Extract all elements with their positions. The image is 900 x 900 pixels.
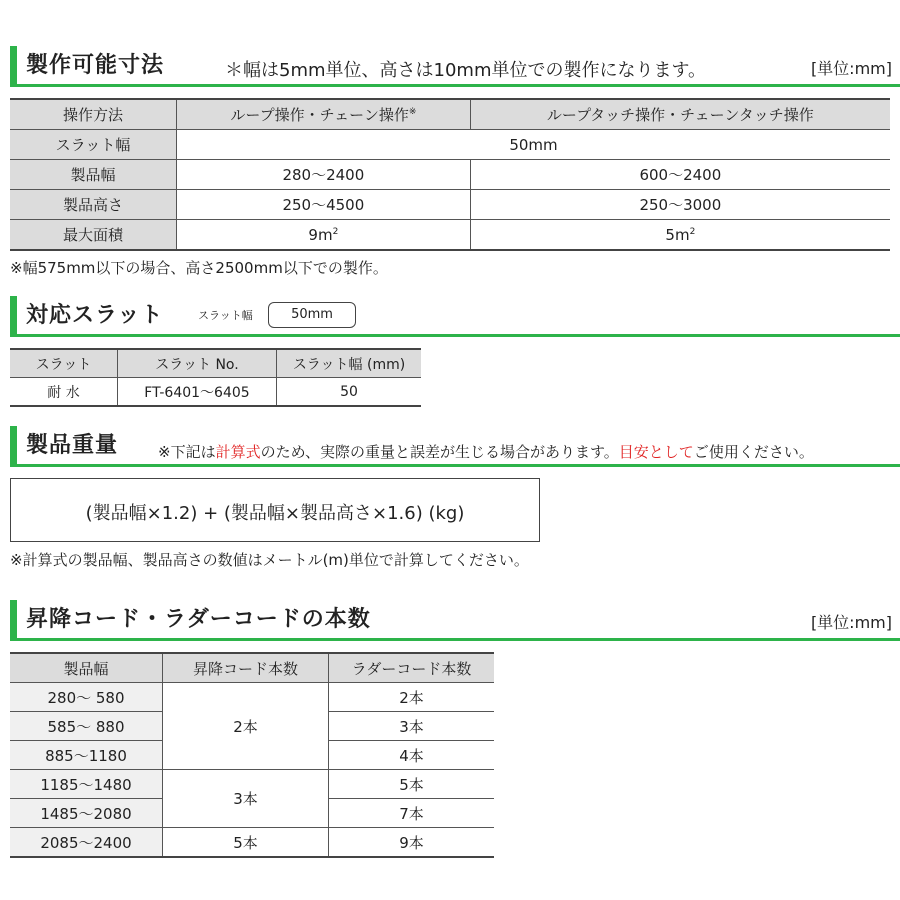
- column-header: ループタッチ操作・チェーンタッチ操作: [470, 99, 890, 130]
- table-row: [10, 828, 494, 858]
- weight-formula: (製品幅×1.2) + (製品幅×製品高さ×1.6) (kg): [85, 503, 465, 524]
- table-cell: 耐 水: [10, 378, 118, 407]
- section-underline: [10, 464, 900, 467]
- table-cell: 250～4500: [177, 190, 471, 220]
- table-cell: 4本: [329, 741, 495, 770]
- footnote: ※計算式の製品幅、製品高さの数値はメートル(m)単位で計算してください。: [10, 551, 529, 569]
- table-row: [10, 190, 890, 220]
- table-row: [10, 220, 890, 251]
- unit-label: [単位:mm]: [810, 613, 892, 632]
- table-cell: 7本: [329, 799, 495, 828]
- table-cell: 250～3000: [470, 190, 890, 220]
- column-header: スラット: [10, 349, 118, 378]
- table-cell: $9m^2$: [177, 220, 471, 251]
- table-cell: 50: [277, 378, 422, 407]
- table-cell: 2本: [329, 683, 495, 712]
- section-marker: [10, 296, 17, 334]
- table-row: [10, 160, 890, 190]
- table-cell: $5m^2$: [470, 220, 890, 251]
- table-row: [10, 653, 494, 683]
- table-row: [10, 378, 421, 407]
- column-header: スラット幅 (mm): [277, 349, 422, 378]
- section-title: 製品重量: [26, 433, 119, 458]
- section-title: 対応スラット: [26, 303, 164, 328]
- table-cell: 5本: [163, 828, 329, 858]
- slat-width-badge: 50mm: [268, 302, 356, 328]
- table-cell: 50mm: [177, 130, 891, 160]
- section-note: ※下記は計算式のため、実際の重量と誤差が生じる場合があります。目安としてご使用ください。: [158, 443, 814, 461]
- section-header-slat: [10, 296, 900, 336]
- section-marker: [10, 46, 17, 84]
- table-cell: 1485～2080: [10, 799, 163, 828]
- dimensions-table: [10, 98, 890, 251]
- column-header: スラット No.: [118, 349, 277, 378]
- section-title: 製作可能寸法: [26, 53, 165, 78]
- table-cell: 3本: [329, 712, 495, 741]
- table-row: [10, 99, 890, 130]
- table-row: [10, 683, 494, 712]
- section-underline: [10, 638, 900, 641]
- row-label: 最大面積: [10, 220, 177, 251]
- section-header-dimensions: [10, 46, 900, 86]
- row-label: スラット幅: [10, 130, 177, 160]
- table-row: [10, 130, 890, 160]
- table-cell: 885～1180: [10, 741, 163, 770]
- section-title: 昇降コード・ラダーコードの本数: [26, 607, 371, 632]
- slat-width-label: スラット幅: [198, 309, 253, 322]
- section-marker: [10, 600, 17, 638]
- footnote-mark: ※: [408, 107, 417, 117]
- row-label: 製品高さ: [10, 190, 177, 220]
- section-header-weight: [10, 426, 900, 466]
- section-header-cords: [10, 600, 900, 640]
- formula-box: [10, 478, 540, 542]
- column-header: 昇降コード本数: [163, 653, 329, 683]
- table-row: [10, 349, 421, 378]
- section-underline: [10, 334, 900, 337]
- column-header: 製品幅: [10, 653, 163, 683]
- table-cell: 9本: [329, 828, 495, 858]
- table-cell: 3本: [163, 770, 329, 828]
- slat-table: [10, 348, 421, 407]
- section-note: ＊幅は5mm単位、高さは10mm単位での製作になります。: [225, 60, 707, 81]
- table-cell: 600～2400: [470, 160, 890, 190]
- table-row: [10, 770, 494, 799]
- table-cell: FT-6401～6405: [118, 378, 277, 407]
- section-marker: [10, 426, 17, 464]
- table-cell: 280～ 580: [10, 683, 163, 712]
- table-cell: 280～2400: [177, 160, 471, 190]
- table-cell: 2本: [163, 683, 329, 770]
- table-cell: 1185～1480: [10, 770, 163, 799]
- table-cell: 2085～2400: [10, 828, 163, 858]
- column-header: ラダーコード本数: [329, 653, 495, 683]
- table-cell: 5本: [329, 770, 495, 799]
- column-header: ループ操作・チェーン操作※: [177, 99, 471, 130]
- unit-label: [単位:mm]: [810, 59, 892, 78]
- row-label: 製品幅: [10, 160, 177, 190]
- footnote: ※幅575mm以下の場合、高さ2500mm以下での製作。: [10, 259, 388, 277]
- row-label: 操作方法: [10, 99, 177, 130]
- section-underline: [10, 84, 900, 87]
- table-cell: 585～ 880: [10, 712, 163, 741]
- cord-count-table: [10, 652, 494, 858]
